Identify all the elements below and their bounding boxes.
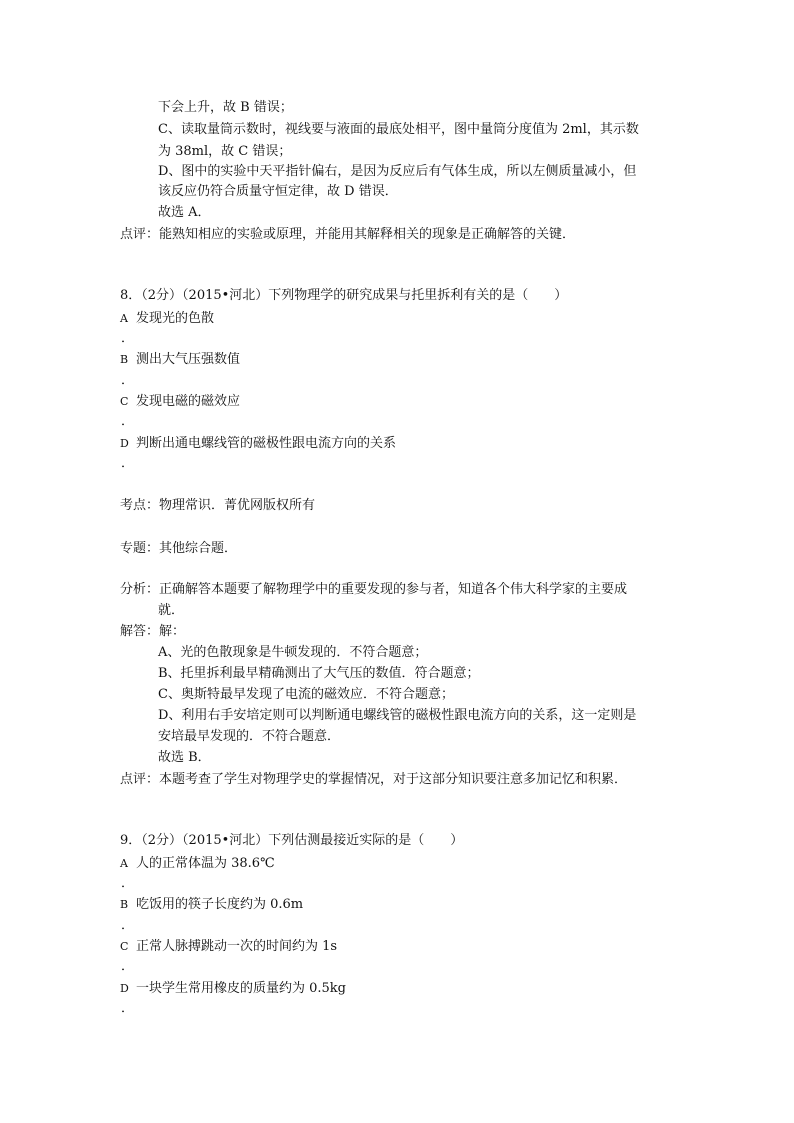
option-text: 正常人脉搏跳动一次的时间约为 1s <box>136 939 338 954</box>
q8-stem: 8．（2分）（2015•河北）下列物理学的研究成果与托里拆利有关的是（ ） <box>120 288 568 303</box>
q8-fenxi: 分析：正确解答本题要了解物理学中的重要发现的参与者，知道各个伟大科学家的主要成 <box>120 582 628 597</box>
q9-option-d <box>120 981 346 997</box>
q8-option-c <box>120 394 240 410</box>
option-text: 人的正常体温为 38.6℃ <box>136 856 275 871</box>
q8-answer-line: C、奥斯特最早发现了电流的磁效应．不符合题意； <box>158 687 454 702</box>
q9-option-a <box>120 856 275 872</box>
prev-review: 点评：能熟知相应的实验或原理，并能用其解释相关的现象是正确解答的关键． <box>120 227 576 242</box>
prev-analysis-line: C、读取量筒示数时，视线要与液面的最底处相平，图中量筒分度值为 2ml，其示数 <box>158 122 639 137</box>
option-text: 发现电磁的磁效应 <box>136 394 241 409</box>
option-text: 测出大气压强数值 <box>136 352 241 367</box>
option-letter: A <box>120 312 128 325</box>
option-dot: ． <box>121 959 135 974</box>
prev-analysis-line: D、图中的实验中天平指针偏右，是因为反应后有气体生成，所以左侧质量减小，但 <box>158 164 637 179</box>
option-text: 一块学生常用橡皮的质量约为 0.5kg <box>136 981 347 996</box>
option-text: 发现光的色散 <box>136 311 215 326</box>
option-letter: D <box>120 437 129 450</box>
q9-option-b <box>120 897 303 913</box>
q8-zhuanti: 专题：其他综合题． <box>120 541 238 556</box>
q8-kaodian: 考点：物理常识．菁优网版权所有 <box>120 498 316 513</box>
q8-conclusion: 故选 B． <box>158 750 211 765</box>
option-text: 吃饭用的筷子长度约为 0.6m <box>136 897 304 912</box>
q8-answer-line: B、托里拆利最早精确测出了大气压的数值．符合题意； <box>158 666 480 681</box>
option-letter: C <box>120 940 129 953</box>
q8-answer-line: 安培最早发现的．不符合题意． <box>158 729 341 744</box>
option-dot: ． <box>121 331 135 346</box>
option-text: 判断出通电螺线管的磁极性跟电流方向的关系 <box>136 436 397 451</box>
q8-option-d <box>120 436 396 452</box>
option-dot: ． <box>121 1001 135 1016</box>
option-dot: ． <box>121 414 135 429</box>
q8-review: 点评：本题考查了学生对物理学史的掌握情况，对于这部分知识要注意多加记忆和积累． <box>120 772 628 787</box>
option-letter: B <box>120 353 129 366</box>
option-letter: A <box>120 857 128 870</box>
q8-option-b <box>120 352 240 368</box>
option-letter: C <box>120 395 129 408</box>
prev-analysis-line: 该反应仍符合质量守恒定律，故 D 错误． <box>158 184 398 199</box>
q8-jieda: 解答：解： <box>120 624 186 639</box>
option-dot: ． <box>121 876 135 891</box>
option-letter: B <box>120 898 129 911</box>
option-dot: ． <box>121 456 135 471</box>
prev-analysis-line: 下会上升，故 B 错误； <box>158 100 293 115</box>
q9-option-c <box>120 939 337 955</box>
option-dot: ． <box>121 373 135 388</box>
prev-conclusion: 故选 A． <box>158 205 211 220</box>
option-letter: D <box>120 982 129 995</box>
option-dot: ． <box>121 918 135 933</box>
q8-fenxi-cont: 就． <box>158 603 185 618</box>
q8-option-a <box>120 311 214 327</box>
prev-analysis-line: 为 38ml，故 C 错误； <box>158 144 292 159</box>
q8-answer-line: A、光的色散现象是牛顿发现的．不符合题意； <box>158 645 428 660</box>
q9-stem: 9．（2分）（2015•河北）下列估测最接近实际的是（ ） <box>120 833 464 848</box>
q8-answer-line: D、利用右手安培定则可以判断通电螺线管的磁极性跟电流方向的关系，这一定则是 <box>158 708 637 723</box>
